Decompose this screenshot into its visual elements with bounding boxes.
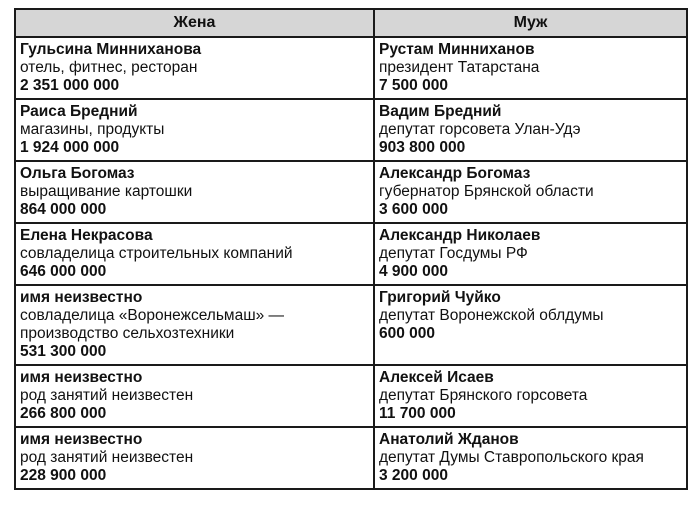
- table-row: [15, 99, 687, 161]
- wife-cell: [15, 285, 374, 365]
- husband-occupation: депутат Госдумы РФ: [379, 245, 528, 262]
- husband-amount: 903 800 000: [379, 139, 466, 156]
- wife-cell: [15, 365, 374, 427]
- husband-amount: 600 000: [379, 325, 436, 342]
- wife-occupation-line-2: производство сельхозтехники: [20, 325, 235, 342]
- husband-name: Александр Богомаз: [379, 165, 531, 182]
- wife-name: имя неизвестно: [20, 289, 143, 306]
- wife-occupation: отель, фитнес, ресторан: [20, 59, 198, 76]
- husband-cell: [374, 161, 687, 223]
- husband-amount: 3 200 000: [379, 467, 448, 484]
- wife-name: Гульсина Минниханова: [20, 41, 202, 58]
- husband-occupation: депутат горсовета Улан-Удэ: [379, 121, 581, 138]
- wife-name: имя неизвестно: [20, 431, 143, 448]
- husband-occupation: депутат Думы Ставропольского края: [379, 449, 644, 466]
- husband-cell: [374, 427, 687, 489]
- husband-name: Григорий Чуйко: [379, 289, 501, 306]
- husband-name: Рустам Минниханов: [379, 41, 535, 58]
- wife-occupation: совладелица строительных компаний: [20, 245, 293, 262]
- wife-amount: 228 900 000: [20, 467, 107, 484]
- husband-occupation: депутат Брянского горсовета: [379, 387, 588, 404]
- husband-cell: [374, 99, 687, 161]
- income-table-container: [14, 8, 686, 490]
- wife-cell: [15, 37, 374, 99]
- wife-cell: [15, 223, 374, 285]
- husband-occupation: президент Татарстана: [379, 59, 540, 76]
- husband-name: Александр Николаев: [379, 227, 541, 244]
- wife-amount: 266 800 000: [20, 405, 107, 422]
- income-table: [14, 8, 688, 490]
- wife-amount: 864 000 000: [20, 201, 107, 218]
- husband-cell: [374, 365, 687, 427]
- wife-occupation: род занятий неизвестен: [20, 387, 194, 404]
- table-header-row: [15, 9, 687, 37]
- table-row: [15, 161, 687, 223]
- table-row: [15, 285, 687, 365]
- husband-occupation: губернатор Брянской области: [379, 183, 594, 200]
- husband-amount: 11 700 000: [379, 405, 456, 422]
- column-header-wife: Жена: [15, 9, 374, 37]
- wife-occupation: выращивание картошки: [20, 183, 193, 200]
- wife-cell: [15, 427, 374, 489]
- table-row: [15, 365, 687, 427]
- husband-cell: [374, 285, 687, 365]
- wife-occupation: совладелица «Воронежсельмаш» —: [20, 307, 285, 324]
- wife-cell: [15, 161, 374, 223]
- wife-amount: 1 924 000 000: [20, 139, 120, 156]
- wife-name: имя неизвестно: [20, 369, 143, 386]
- wife-amount: 646 000 000: [20, 263, 107, 280]
- wife-cell: [15, 99, 374, 161]
- wife-name: Раиса Бредний: [20, 103, 138, 120]
- husband-cell: [374, 223, 687, 285]
- husband-amount: 3 600 000: [379, 201, 448, 218]
- table-row: [15, 427, 687, 489]
- wife-occupation: род занятий неизвестен: [20, 449, 194, 466]
- husband-name: Вадим Бредний: [379, 103, 502, 120]
- wife-name: Елена Некрасова: [20, 227, 153, 244]
- wife-name: Ольга Богомаз: [20, 165, 135, 182]
- wife-occupation: магазины, продукты: [20, 121, 165, 138]
- husband-cell: [374, 37, 687, 99]
- wife-amount: 2 351 000 000: [20, 77, 120, 94]
- husband-name: Алексей Исаев: [379, 369, 494, 386]
- column-header-husband: Муж: [374, 9, 687, 37]
- table-row: [15, 223, 687, 285]
- husband-amount: 4 900 000: [379, 263, 448, 280]
- husband-name: Анатолий Жданов: [379, 431, 519, 448]
- wife-amount: 531 300 000: [20, 343, 107, 360]
- husband-occupation: депутат Воронежской облдумы: [379, 307, 604, 324]
- husband-amount: 7 500 000: [379, 77, 448, 94]
- table-row: [15, 37, 687, 99]
